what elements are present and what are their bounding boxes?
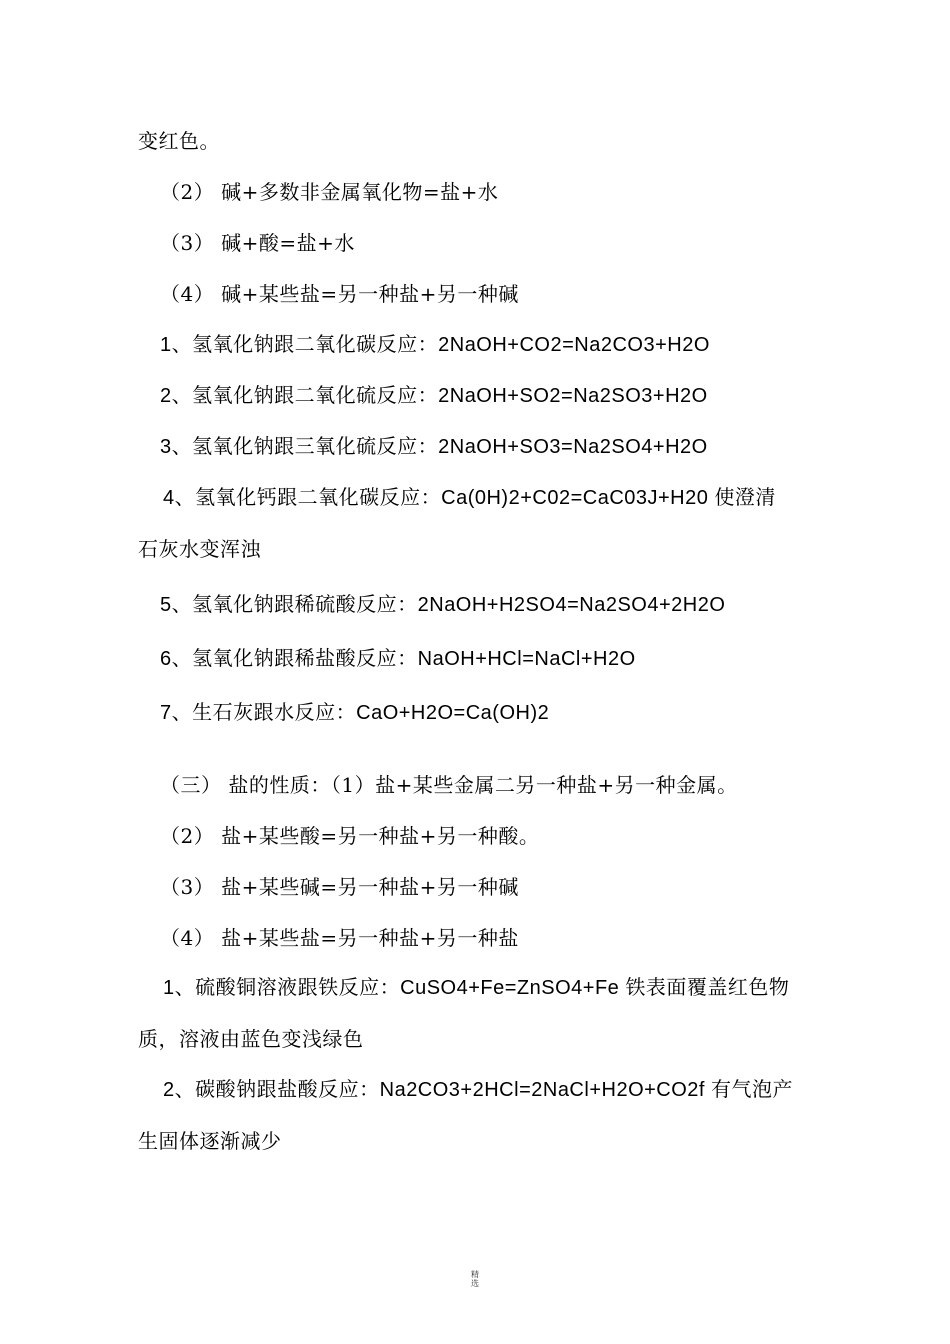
text-line: （2） 盐+某些酸=另一种盐+另一种酸。 [160,824,540,848]
footer-mark: 选 [471,1279,479,1288]
text-line: 4、氢氧化钙跟二氧化碳反应：Ca(0H)2+C02=CaC03J+H20 使澄清 [163,487,776,509]
text-line: 质，溶液由蓝色变浅绿色 [138,1027,364,1051]
text-line: 变红色。 [138,129,220,153]
text-line: （4） 碱+某些盐=另一种盐+另一种碱 [160,282,519,306]
text-line: （3） 盐+某些碱=另一种盐+另一种碱 [160,875,519,899]
text-line: 1、氢氧化钠跟二氧化碳反应：2NaOH+CO2=Na2CO3+H2O [160,334,710,356]
text-line: 生固体逐渐减少 [138,1129,282,1153]
text-line: （3） 碱+酸=盐+水 [160,231,355,255]
text-line: （2） 碱+多数非金属氧化物=盐+水 [160,180,499,204]
text-line: 2、氢氧化钠跟二氧化硫反应：2NaOH+SO2=Na2SO3+H2O [160,385,708,407]
text-line: （4） 盐+某些盐=另一种盐+另一种盐 [160,926,519,950]
text-line: 3、氢氧化钠跟三氧化硫反应：2NaOH+SO3=Na2SO4+H2O [160,436,708,458]
text-line: 5、氢氧化钠跟稀硫酸反应：2NaOH+H2SO4=Na2SO4+2H2O [160,594,726,616]
text-line: 1、硫酸铜溶液跟铁反应：CuSO4+Fe=ZnSO4+Fe 铁表面覆盖红色物 [163,977,790,999]
text-line: 6、氢氧化钠跟稀盐酸反应：NaOH+HCl=NaCl+H2O [160,648,636,670]
footer-mark: 精 [471,1270,479,1279]
section-heading: （三） 盐的性质：（1）盐+某些金属二另一种盐+另一种金属。 [160,773,738,797]
text-line: 7、生石灰跟水反应：CaO+H2O=Ca(OH)2 [160,702,550,724]
text-line: 2、碳酸钠跟盐酸反应：Na2CO3+2HCl=2NaCl+H2O+CO2f 有气泡产 [163,1079,794,1101]
text-line: 石灰水变浑浊 [138,537,261,561]
